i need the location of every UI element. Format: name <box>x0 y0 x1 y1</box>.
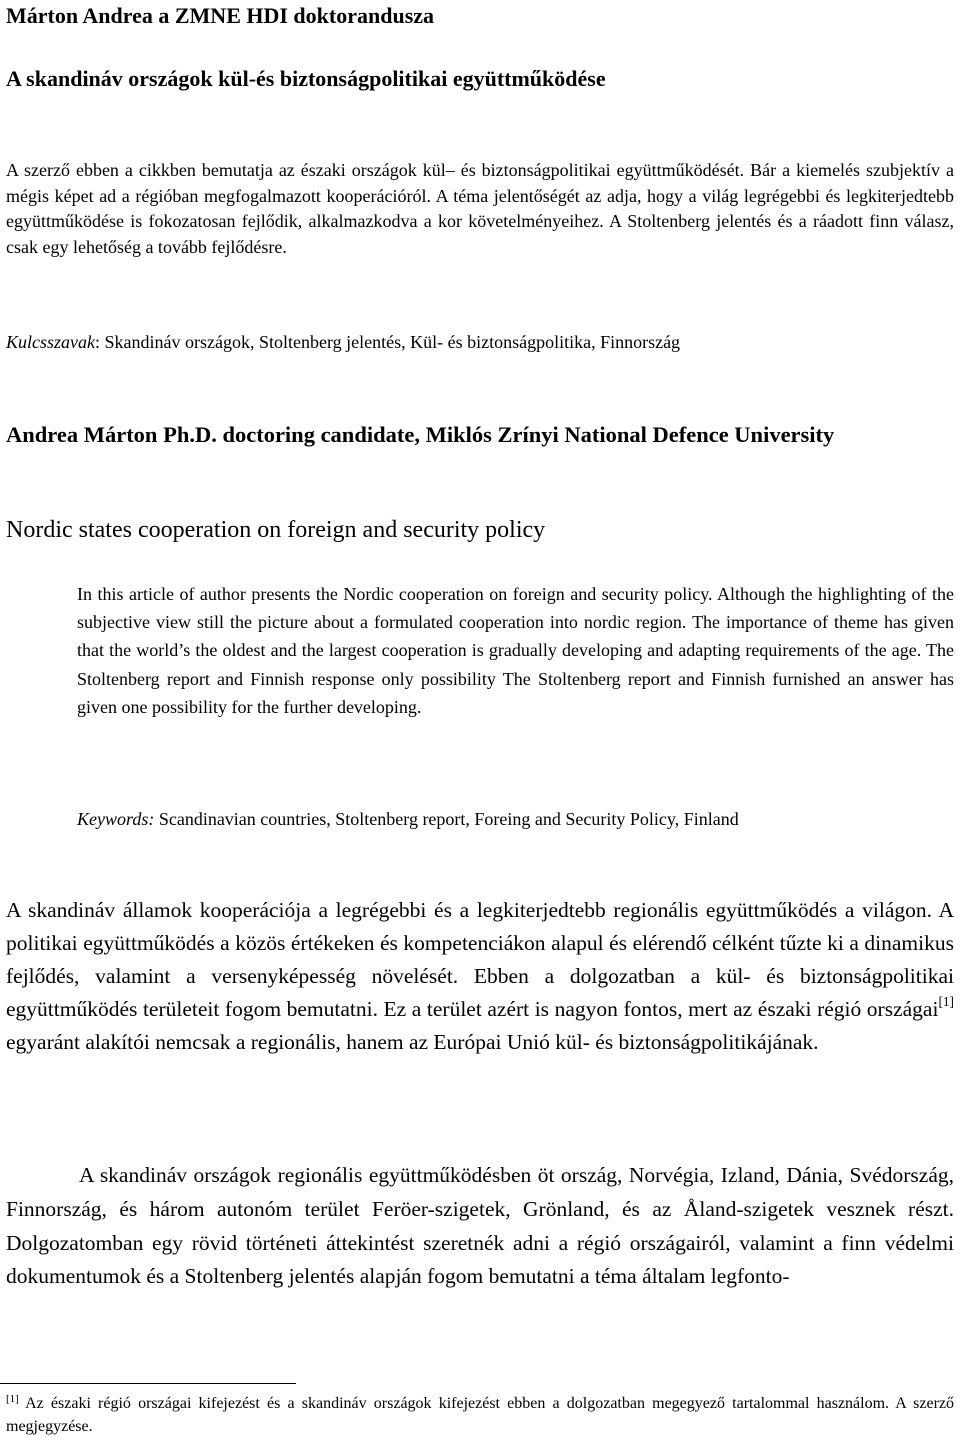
author-heading-hu: Márton Andrea a ZMNE HDI doktorandusza <box>6 3 435 28</box>
article-title-en: Nordic states cooperation on foreign and security policy <box>6 517 546 543</box>
keywords-text-en: Scandinavian countries, Stoltenberg report, Foreing and Security Policy, Finland <box>154 809 739 829</box>
footnote-reference[interactable]: [1] <box>938 993 954 1009</box>
abstract-en: In this article of author presents the Nordic cooperation on foreign and security policy. Although the highlighting of the subjective view still the picture about a formulated cooperation into nordic region. The importance of theme has given that the world’s the oldest and the largest cooperation is gradually developing and adapting requirements of the age. The Stoltenberg report and Finnish response only possibility The Stoltenberg report and Finnish furnished an answer has given one possibility for the further developing. <box>77 584 954 717</box>
footnote-text: Az északi régió országai kifejezést és a skandináv országok kifejezést ebben a dolgozatban megegyező tartalommal használom. A szerző megjegyzése. <box>6 1395 954 1435</box>
keywords-hu <box>6 329 954 356</box>
keywords-label-en: Keywords: <box>77 809 155 829</box>
body-paragraph-1-text-start: A skandináv államok kooperációja a legrégebbi és a legkiterjedtebb regionális együttműködés a világon. A politikai együttműködés a közös értékeken és kompetenciákon alapul és elérendő célként tűzte ki a dinamikus fejlődés, valamint a versenyképesség növelését. Ebben a dolgozatban a kül- és biztonságpolitikai együttműködés területeit fogom bemutatni. Ez a terület azért is nagyon fontos, mert az északi régió országai <box>6 898 954 1021</box>
article-title-hu: A skandináv országok kül-és biztonságpolitikai együttműködése <box>6 66 606 91</box>
author-heading-en: Andrea Márton Ph.D. doctoring candidate, Miklós Zrínyi National Defence University <box>6 422 835 447</box>
abstract-hu: A szerző ebben a cikkben bemutatja az északi országok kül– és biztonságpolitikai együttműködését. Bár a kiemelés szubjektív a mégis képet ad a régióban megfogalmazott kooperációról. A téma jelentőségét az adja, hogy a világ legrégebbi és legkiterjedtebb együttműködése is fokozatosan fejlődik, alkalmazkodva a kor követelményeihez. A Stoltenberg jelentés és a ráadott finn válasz, csak egy lehetőség a tovább fejlődésre. <box>6 160 954 257</box>
keywords-text-hu: : Skandináv országok, Stoltenberg jelentés, Kül- és biztonságpolitika, Finnország <box>95 332 681 352</box>
footnote-mark: [1] <box>6 1393 19 1405</box>
keywords-en <box>77 805 954 833</box>
body-paragraph-1 <box>6 894 954 1059</box>
footnote <box>6 1393 954 1438</box>
keywords-label-hu: Kulcsszavak <box>6 332 95 352</box>
body-paragraph-2: A skandináv országok regionális együttműködésben öt ország, Norvégia, Izland, Dánia, Svédország, Finnország, és három autonóm terület Feröer-szigetek, Grönland, és az Åland-szigetek vesznek részt. Dolgozatomban egy rövid történeti áttekintést szeretnék adni a régió országairól, valamint a finn védelmi dokumentumok és a Stoltenberg jelentés alapján fogom bemutatni a téma általam legfonto- <box>6 1163 954 1289</box>
body-paragraph-1-text-end: egyaránt alakítói nemcsak a regionális, hanem az Európai Unió kül- és biztonságpolitikájának. <box>6 1030 819 1054</box>
footnote-separator <box>0 1383 296 1384</box>
